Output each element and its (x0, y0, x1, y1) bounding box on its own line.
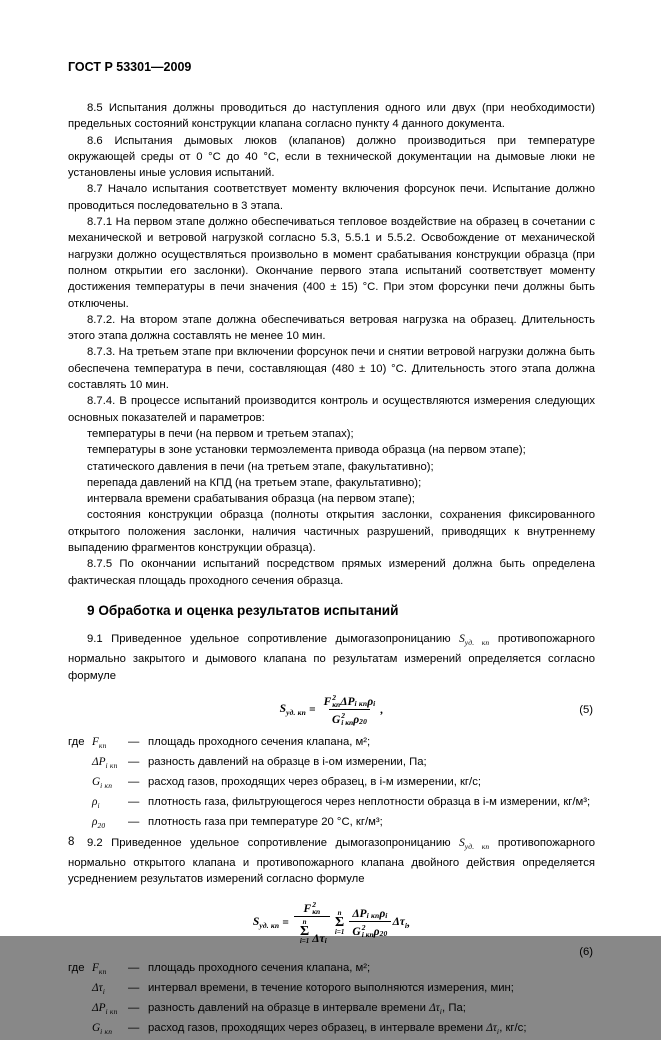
def-row-dp-ikp: $\Delta P_{i кп}$ — разность давлений на образце в i-ом измерении, Па; (68, 754, 595, 774)
formula-5-expression (280, 694, 384, 726)
formula-5-number: (5) (579, 703, 593, 716)
paragraph-9-2-text-before: 9.2 Приведенное удельное сопротивление дымогазопроницанию (87, 836, 460, 849)
sum-operator: n Σ i=1 (334, 908, 345, 936)
def-row-dp-ikp: $\Delta P_{i кп}$ — разность давлений на образце в интервале времени $\Delta\tau_i$, Па; (68, 1000, 595, 1020)
symbol-f-kp: $F_{кп}$ (92, 735, 107, 750)
section-9-heading: 9 Обработка и оценка результатов испытаний (87, 602, 399, 618)
paragraph-8-7-4: 8.7.4. В процессе испытаний производится контроль и осуществляются измерения следующих основных показателей и параметров: (68, 395, 595, 424)
formula-5 (68, 692, 595, 728)
equals-sign: = (309, 703, 316, 716)
equals-sign: = (282, 916, 289, 929)
formula-6-big-numerator: F 2 кп (303, 899, 321, 916)
symbol-f-kp: $F_{кп}$ (92, 961, 107, 976)
symbol-dtau-i-inline: $\Delta\tau_i$ (486, 1021, 500, 1036)
symbol-dp-ikp: $\Delta P_{i кп}$ (92, 755, 118, 770)
def-row-rho-20: $\rho_{20}$ — плотность газа при температуре 20 °С, кг/м³; (68, 814, 595, 834)
def-row-g-ikp: $G_{i кп}$ — расход газов, проходящих через образец, в интервале времени $\Delta\tau_i$, кг/с; (68, 1020, 595, 1040)
sum-operator: n Σ i=1 (299, 917, 310, 945)
paragraph-9-1-text-before: 9.1 Приведенное удельное сопротивление дымогазопроницанию (87, 632, 460, 645)
measured-item-5: интервала времени срабатывания образца (на первом этапе); (87, 493, 415, 506)
measured-item-6: состояния конструкции образца (полноты открытия заслонки, сохранения фиксированного открытого положения заслонки, наличия частичных разрушений, приводящих к внутреннему выпадению фрагментов конструкции образца). (68, 509, 595, 555)
paragraph-9-2-text-after: противопожарного нормально открытого клапана и противопожарного клапана двойного действия определяется усреднением результатов измерений согласно формуле (68, 836, 595, 886)
formula-5-lhs: $S_{уд. кп}$ (279, 702, 307, 717)
measured-item-4: перепада давлений на КПД (на третьем этапе, факультативно); (87, 476, 422, 489)
page-number: 8 (68, 836, 75, 848)
def-row-dtau-i: $\Delta\tau_i$ — интервал времени, в течение которого выполняются измерения, мин; (68, 980, 595, 1000)
formula-6-definitions (68, 960, 595, 1040)
formula-6-inner-fraction (349, 908, 390, 938)
formula-6-number: (6) (579, 945, 593, 958)
def-row-f-kp: где $F_{кп}$ — площадь проходного сечения клапана, м²; (68, 734, 595, 754)
formula-5-denominator: G 2 i кп ρ 20 (329, 709, 370, 726)
symbol-dtau-i-inline: $\Delta\tau_i$ (429, 1001, 443, 1016)
formula-6-big-denominator: n Σ i=1 Δτ i (294, 916, 330, 945)
def-row-f-kp: где $F_{кп}$ — площадь проходного сечения клапана, м²; (68, 960, 595, 980)
formula-6-trailing-term: $\Delta\tau_i$ (392, 915, 408, 930)
symbol-dp-ikp: $\Delta P_{i кп}$ (92, 1001, 118, 1016)
formula-6-big-fraction (294, 901, 330, 945)
symbol-g-ikp: $G_{i кп}$ (92, 775, 113, 790)
symbol-rho-i: $\rho_i$ (92, 795, 100, 810)
paragraph-8-7: 8.7 Начало испытания соответствует моменту включения форсунок печи. Испытание должно проводиться последовательно в 3 этапа. (68, 183, 595, 212)
formula-5-definitions (68, 734, 595, 834)
formula-6-expression (253, 901, 410, 945)
formula-6-comma: , (407, 916, 411, 929)
formula-5-numerator: F 2 кп ΔP i кп ρ i (323, 692, 376, 709)
paragraph-8-7-5: 8.7.5 По окончании испытаний посредством прямых измерений должна быть определена фактическая площадь проходного сечения образца. (68, 558, 595, 587)
paragraph-8-7-2: 8.7.2. На втором этапе должна обеспечиваться ветровая нагрузка на образец. Длительность этого этапа должна составлять не менее 10 мин. (68, 313, 595, 343)
formula-6-lhs: $S_{уд. кп}$ (252, 915, 280, 930)
symbol-s-ud-kp: $S_{уд. кп}$ (459, 632, 490, 647)
paragraph-9-1-text-after: противопожарного нормально закрытого и дымового клапана по результатам измерений определяется согласно формуле (68, 632, 595, 682)
paragraph-8-7-1: 8.7.1 На первом этапе должно обеспечиваться тепловое воздействие на образец в сочетании с механической и ветровой нагрузкой согласно 5.3, 5.5.1 и 5.5.2. Освобождение от механической нагрузки должно осуществляться произвольно в момент срабатывания конструкции образца (при полном открытии его заслонки). Окончание первого этапа испытаний соответствует моменту достижения температуры в печи значения (400 ± 15) °С. При этом форсунки печи должны быть отключены. (68, 216, 595, 310)
measured-item-1: температуры в печи (на первом и третьем этапах); (87, 427, 354, 440)
symbol-s-ud-kp: $S_{уд. кп}$ (459, 836, 490, 851)
formula-6 (68, 892, 595, 958)
measured-item-3: статического давления в печи (на третьем этапе, факультативно); (87, 460, 434, 473)
paragraph-8-7-3: 8.7.3. На третьем этапе при включении форсунок печи и снятии ветровой нагрузки должна быть обеспечена температура в печи, составляющая (480 ± 10) °С. Длительность этого этапа должна составлять 10 мин. (68, 346, 595, 392)
running-header-title: ГОСТ Р 53301—2009 (68, 60, 192, 74)
paragraph-8-5: 8.5 Испытания должны проводиться до наступления одного или двух (при необходимости) предельных состояний конструкции клапана согласно пункту 4 данного документа. (68, 102, 595, 131)
symbol-rho-20: $\rho_{20}$ (92, 815, 106, 830)
formula-5-comma: , (380, 703, 384, 716)
formula-5-fraction (321, 694, 379, 726)
def-row-g-ikp: $G_{i кп}$ — расход газов, проходящих через образец, в i-м измерении, кг/с; (68, 774, 595, 794)
symbol-dtau-i: $\Delta\tau_i$ (92, 981, 105, 996)
measured-item-2: температуры в зоне установки термоэлемента привода образца (на первом этапе); (87, 444, 526, 457)
paragraph-9-1 (68, 631, 595, 684)
formula-6-inner-numerator: ΔP i кп ρ i (352, 907, 388, 920)
symbol-g-ikp: $G_{i кп}$ (92, 1021, 113, 1036)
def-row-rho-i: $\rho_i$ — плотность газа, фильтрующегося через неплотности образца в i-м измерении, кг/м³; (68, 794, 595, 814)
paragraph-8-6: 8.6 Испытания дымовых люков (клапанов) должно производиться при температуре окружающей среды от 0 °С до 40 °С, если в технической документации на дымовые люки не установлены иные условия испытаний. (68, 134, 595, 180)
paragraph-9-2 (68, 835, 595, 888)
formula-6-inner-denominator: G 2 i кп ρ 20 (349, 921, 390, 938)
